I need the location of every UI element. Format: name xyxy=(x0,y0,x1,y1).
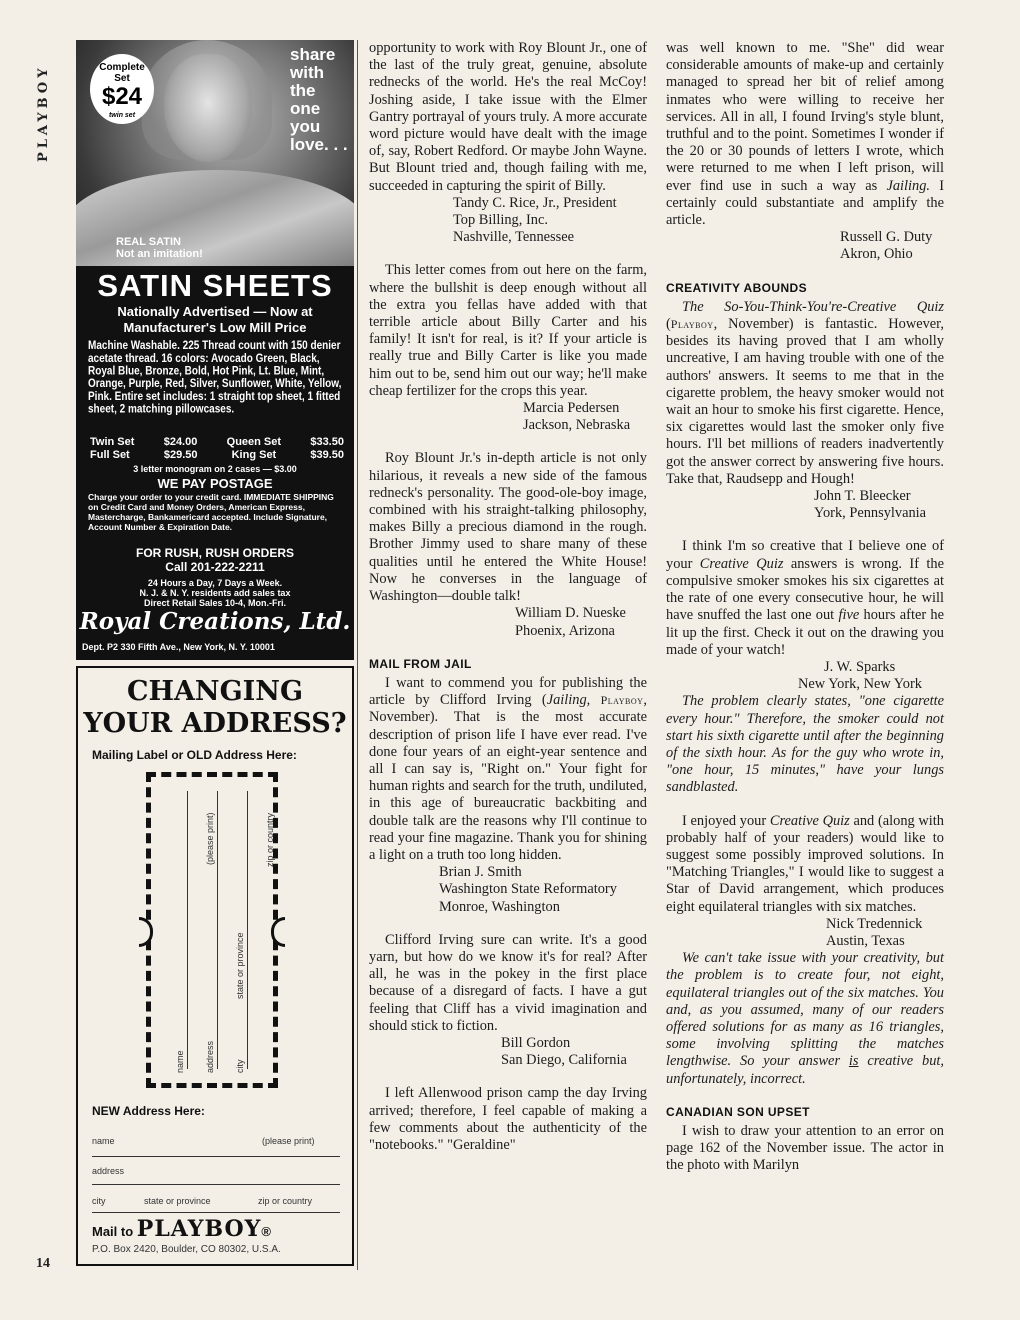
mail-address: P.O. Box 2420, Boulder, CO 80302, U.S.A. xyxy=(92,1244,281,1255)
ad-tagline xyxy=(290,46,348,154)
ad-title: SATIN SHEETS xyxy=(97,268,333,303)
text-run: and (along with probably half of your readers) would like to suggest some possibly improved solutions. In "Matching Triangles," I would like to suggest a Star of David arrangement, which produces eight equilateral triangles with six matches. xyxy=(666,812,944,915)
tagline-line: with xyxy=(290,63,324,82)
monogram-note: 3 letter monogram on 2 cases — $3.00 xyxy=(133,464,297,474)
letter-signature xyxy=(369,605,647,639)
form-title-line: YOUR ADDRESS? xyxy=(83,708,347,739)
signature-line: San Diego, California xyxy=(501,1052,627,1069)
charge-info: Charge your order to your credit card. IMMEDIATE SHIPPING on Credit Card and Money Orders, American Express, Mastercharge, Bankamericard accepted. Include Signature, Account Number & Expiration Date. xyxy=(88,492,334,532)
address-change-form xyxy=(76,666,354,1266)
postage-note: WE PAY POSTAGE xyxy=(157,476,273,491)
tagline-line: you xyxy=(290,117,321,136)
name-field-label: name xyxy=(92,1136,115,1146)
form-title-line: CHANGING xyxy=(126,676,304,707)
signature-line: Phoenix, Arizona xyxy=(515,622,615,639)
label-line xyxy=(187,791,188,1069)
signature-line: New York, New York xyxy=(798,676,922,693)
text-run: answers is wrong. If the compulsive smoker smokes his six cigarettes at the rate of one every consecutive hour, he will have snuffed the last one out xyxy=(666,555,944,624)
signature-line: John T. Bleecker xyxy=(814,488,911,505)
label-notch-left xyxy=(139,917,153,947)
photo-face xyxy=(164,54,252,162)
tagline-line: one xyxy=(290,99,321,118)
size-price: $24.00 xyxy=(163,436,198,448)
address-field-label: address xyxy=(92,1166,125,1176)
article-title: Jailing. xyxy=(886,177,931,194)
article-title: The So-You-Think-You're-Creative Quiz xyxy=(682,298,944,315)
magazine-name: Playboy xyxy=(600,693,644,708)
badge-line1: Complete xyxy=(99,62,145,73)
text-run: , November) is fantastic. However, besides its having proved that I am wholly uncreative, I am having trouble with one of the authors' answers. It seems to me that in the cigarette problem, the heavy smoker would not wait an hour to smoke his first cigarette. Hence, six cigarettes would last the smoker only five hours. I'll bet millions of readers inadvertently got the answer correct by answering five hours. Take that, Raudsepp and Hough! xyxy=(666,316,944,487)
tagline-line: the xyxy=(290,81,316,100)
letter-signature xyxy=(666,229,944,263)
emphasis: five xyxy=(838,607,860,624)
label-line xyxy=(247,791,248,1069)
signature-line: Akron, Ohio xyxy=(840,246,913,263)
ad-subtitle xyxy=(76,304,354,336)
label-notch-right xyxy=(271,917,285,947)
letter-paragraph xyxy=(666,40,944,229)
letter-paragraph xyxy=(666,813,944,916)
name-field-line[interactable] xyxy=(92,1156,340,1157)
size-name: Twin Set xyxy=(90,436,135,448)
letter-paragraph: I wish to draw your attention to an error on page 162 of the November issue. The actor in the photo with Marilyn xyxy=(666,1122,944,1174)
price-badge xyxy=(90,54,154,124)
mail-to-label: Mail to xyxy=(92,1224,134,1239)
mailing-label-area[interactable] xyxy=(146,772,278,1088)
new-address-label: NEW Address Here: xyxy=(92,1104,205,1118)
price-row xyxy=(90,449,344,462)
article-title: Creative Quiz xyxy=(699,555,784,572)
size-name: Queen Set xyxy=(226,436,282,448)
letter-paragraph: opportunity to work with Roy Blount Jr., one of the last of the truly great, genuine, absolute rednecks of the world. He's the real McCoy! Joshing aside, I take issue with the Elmer Gantry portrayal of yours truly. A more accurate word picture would have dealt with the image of, say, Robert Redford. Or maybe John Wayne. But Blount tried and, though failing with me, succeeded in capturing the spirit of Billy. xyxy=(369,40,647,194)
badge-line2: Set xyxy=(114,73,130,84)
letter-paragraph: The So-You-Think-You're-Creative Quiz (Playboy, November) is fantastic. However, besides its having proved that I am wholly uncreative, I am having trouble with one of the authors' answers. It seems to me that in the cigarette problem, the heavy smoker would not wait an hour to smoke his first cigarette. Hence, six cigarettes would last the smoker only five hours. I'll bet millions of readers inadvertently got the answer correct by answering five hours. Take that, Raudsepp and Hough! xyxy=(666,298,944,487)
signature-line: Nashville, Tennessee xyxy=(453,229,575,246)
tagline-line: love. . . xyxy=(290,135,348,154)
size-price: $33.50 xyxy=(310,436,344,448)
signature-line: J. W. Sparks xyxy=(824,658,896,675)
signature-line: Monroe, Washington xyxy=(439,898,560,915)
letter-signature xyxy=(666,488,944,522)
address-field-line[interactable] xyxy=(92,1184,340,1185)
signature-line: York, Pennsylvania xyxy=(814,505,927,522)
text-run: was well known to me. "She" did wear considerable amounts of make-up and certainly managed to spread her bit of relief among inmates who were willing to receive her services. All in all, I found Irving's style blunt, truthful and to the point. Sometimes I wonder if the 20 or 30 pounds of letters I wrote, which were returned to me when I left prison, will ever find use in such a way as xyxy=(666,40,944,194)
column-divider xyxy=(357,40,358,1270)
ad-body: Machine Washable. 225 Thread count with 150 denier acetate thread. 16 colors: Avocado Green, Black, Royal Blue, Bronze, Bold, Hot Pink, Lt. Blue, Mint, Orange, Purple, Red, Silver, Sunflower, White, Yellow, Pink. Entire set includes: 1 straight top sheet, 1 fitted sheet, 2 matching pillowcases. xyxy=(88,340,342,416)
signature-line: Bill Gordon xyxy=(501,1034,571,1051)
rush-orders xyxy=(76,546,354,574)
city-field-label: city xyxy=(92,1196,106,1206)
signature-line: Russell G. Duty xyxy=(840,229,933,246)
label-field-city: city xyxy=(235,1059,245,1073)
signature-line: Top Billing, Inc. xyxy=(453,212,548,229)
text-run: I think I'm so creative that I believe one of your xyxy=(666,538,944,572)
hours-line: N. J. & N. Y. residents add sales tax xyxy=(139,588,291,598)
hours-line: 24 Hours a Day, 7 Days a Week. xyxy=(147,578,283,588)
rush-line: FOR RUSH, RUSH ORDERS xyxy=(135,546,294,560)
text-run: I certainly could substantiate and amplify the article. xyxy=(666,177,944,229)
article-title: Jailing, xyxy=(546,692,591,709)
label-field-zip: zip or country xyxy=(265,812,275,867)
letter-paragraph xyxy=(369,675,647,864)
signature-line: Tandy C. Rice, Jr., President xyxy=(453,194,617,211)
signature-line: Nick Tredennick xyxy=(826,915,923,932)
letter-paragraph xyxy=(666,538,944,658)
hours-line: Direct Retail Sales 10-4, Mon.-Fri. xyxy=(143,598,287,608)
signature-line: Jackson, Nebraska xyxy=(523,417,631,434)
magazine-name: Playboy xyxy=(670,317,714,332)
print-field-label: (please print) xyxy=(262,1136,315,1146)
letter-paragraph: Roy Blount Jr.'s in-depth article is not only hilarious, it reveals a new side of the famous redneck's personality. The good-ole-boy image, combined with his straight-talking philosophy, makes Billy a precious diamond in the rough. Brother Jimmy used to share many of these qualities until he entered the White House! Now he converses in the language of Washington—double talk! xyxy=(369,450,647,605)
editor-reply: The problem clearly states, "one cigarette every hour." Therefore, the smoker could not start his sixth cigarette until after the beginning of the sixth hour. As for the guy who wrote in, "one hour, 15 minutes," have your lungs sandblasted. xyxy=(666,693,944,796)
section-heading: MAIL FROM JAIL xyxy=(369,656,472,671)
real-satin-note xyxy=(116,236,203,260)
letters-column-2 xyxy=(666,40,944,1175)
text-run: I want to commend you for publishing the article by Clifford Irving ( xyxy=(369,674,647,709)
price-row xyxy=(90,436,344,449)
letter-signature xyxy=(369,864,647,916)
section-heading: CANADIAN SON UPSET xyxy=(666,1104,810,1119)
signature-line: Austin, Texas xyxy=(826,932,905,949)
text-run: We can't take issue with your creativity, but the problem is to create four, not eight, equilateral triangles out of the six matches. You and, as you assumed, many of our readers offered solutions for as many as 16 triangles, some involving splitting the matches lengthwise. So your answer xyxy=(666,950,944,1070)
city-field-line[interactable] xyxy=(92,1212,340,1213)
masthead-title: PLAYBOY xyxy=(36,64,51,162)
satin-sheets-ad xyxy=(76,40,354,660)
signature-line: Washington State Reformatory xyxy=(439,881,617,898)
letters-column-1 xyxy=(369,40,647,1154)
subtitle-line: Manufacturer's Low Mill Price xyxy=(123,320,307,335)
rush-phone: Call 201-222-2211 xyxy=(165,560,265,574)
label-field-name: name xyxy=(175,1050,185,1073)
subtitle-line: Nationally Advertised — Now at xyxy=(117,304,313,319)
size-name: Full Set xyxy=(90,449,130,461)
text-run: hours after he lit up the first. Check it out on the drawing you made of your watch! xyxy=(666,607,944,658)
badge-note: twin set xyxy=(108,112,136,119)
emphasis: is xyxy=(848,1053,859,1070)
label-field-print: (please print) xyxy=(205,812,215,865)
page-number: 14 xyxy=(36,1256,50,1271)
real-satin-line: REAL SATIN xyxy=(116,236,181,248)
label-line xyxy=(217,791,218,1069)
mail-to xyxy=(92,1216,271,1242)
text-run: , November). That is the most accurate description of prison life I have ever read. I've done four years of an eight-year sentence and all I can say is, "Right on." Your fight for human rights and search for the truth, undiluted, in this age of bureaucratic backbiting and double talk are the reasons why I'll continue to read your fine magazine. Thank you for shining a light on a truth too long hidden. xyxy=(369,692,647,863)
text-run: I enjoyed your xyxy=(682,812,770,829)
label-field-address: address xyxy=(205,1040,215,1073)
badge-price: $24 xyxy=(101,83,143,110)
section-heading: CREATIVITY ABOUNDS xyxy=(666,280,807,295)
order-hours xyxy=(76,578,354,608)
zip-field-label: zip or country xyxy=(258,1196,313,1206)
letter-paragraph: Clifford Irving sure can write. It's a good yarn, but how do we know it's for real? After all, he was in the pokey in the first place because of a disregard of facts. I have a gut feeling that Cliff has a vivid imagination and should stick to fiction. xyxy=(369,931,647,1034)
letter-signature xyxy=(666,659,944,693)
size-name: King Set xyxy=(231,449,277,461)
form-title xyxy=(78,676,352,740)
price-list xyxy=(90,436,344,462)
letter-signature xyxy=(666,916,944,950)
old-address-label: Mailing Label or OLD Address Here: xyxy=(92,748,297,762)
state-field-label: state or province xyxy=(144,1196,211,1206)
signature-line: Brian J. Smith xyxy=(439,864,522,881)
letter-paragraph: I left Allenwood prison camp the day Irving arrived; therefore, I feel capable of making a few comments about the authenticity of the "notebooks." "Geraldine" xyxy=(369,1085,647,1153)
text-run: creative but, unfortunately, incorrect. xyxy=(666,1053,944,1087)
size-price: $29.50 xyxy=(163,449,198,461)
company-address: Dept. P2 330 Fifth Ave., New York, N. Y. 10001 xyxy=(82,642,275,652)
letter-signature xyxy=(369,400,647,434)
label-field-state: state or province xyxy=(235,932,245,999)
signature-line: William D. Nueske xyxy=(515,605,626,622)
article-title: Creative Quiz xyxy=(769,812,850,829)
editor-reply xyxy=(666,950,944,1088)
playboy-logo-text: PLAYBOY xyxy=(136,1216,262,1242)
size-price: $39.50 xyxy=(310,449,344,461)
signature-line: Marcia Pedersen xyxy=(523,400,620,417)
registered-mark: ® xyxy=(261,1224,271,1239)
real-satin-line: Not an imitation! xyxy=(116,248,203,260)
letter-paragraph: This letter comes from out here on the farm, where the bullshit is deep enough without all the extra you fellas have added with that terrible article about Billy Carter and his family! It isn't for real, is it? If your article is really true and Billy Carter is like you made him out to be, send him out our way; he'll make cheap fertilizer for the crops this year. xyxy=(369,262,647,399)
tagline-line: share xyxy=(290,45,336,64)
company-name: Royal Creations, Ltd. xyxy=(79,608,351,635)
letter-signature xyxy=(369,1035,647,1069)
letter-signature xyxy=(369,195,647,247)
